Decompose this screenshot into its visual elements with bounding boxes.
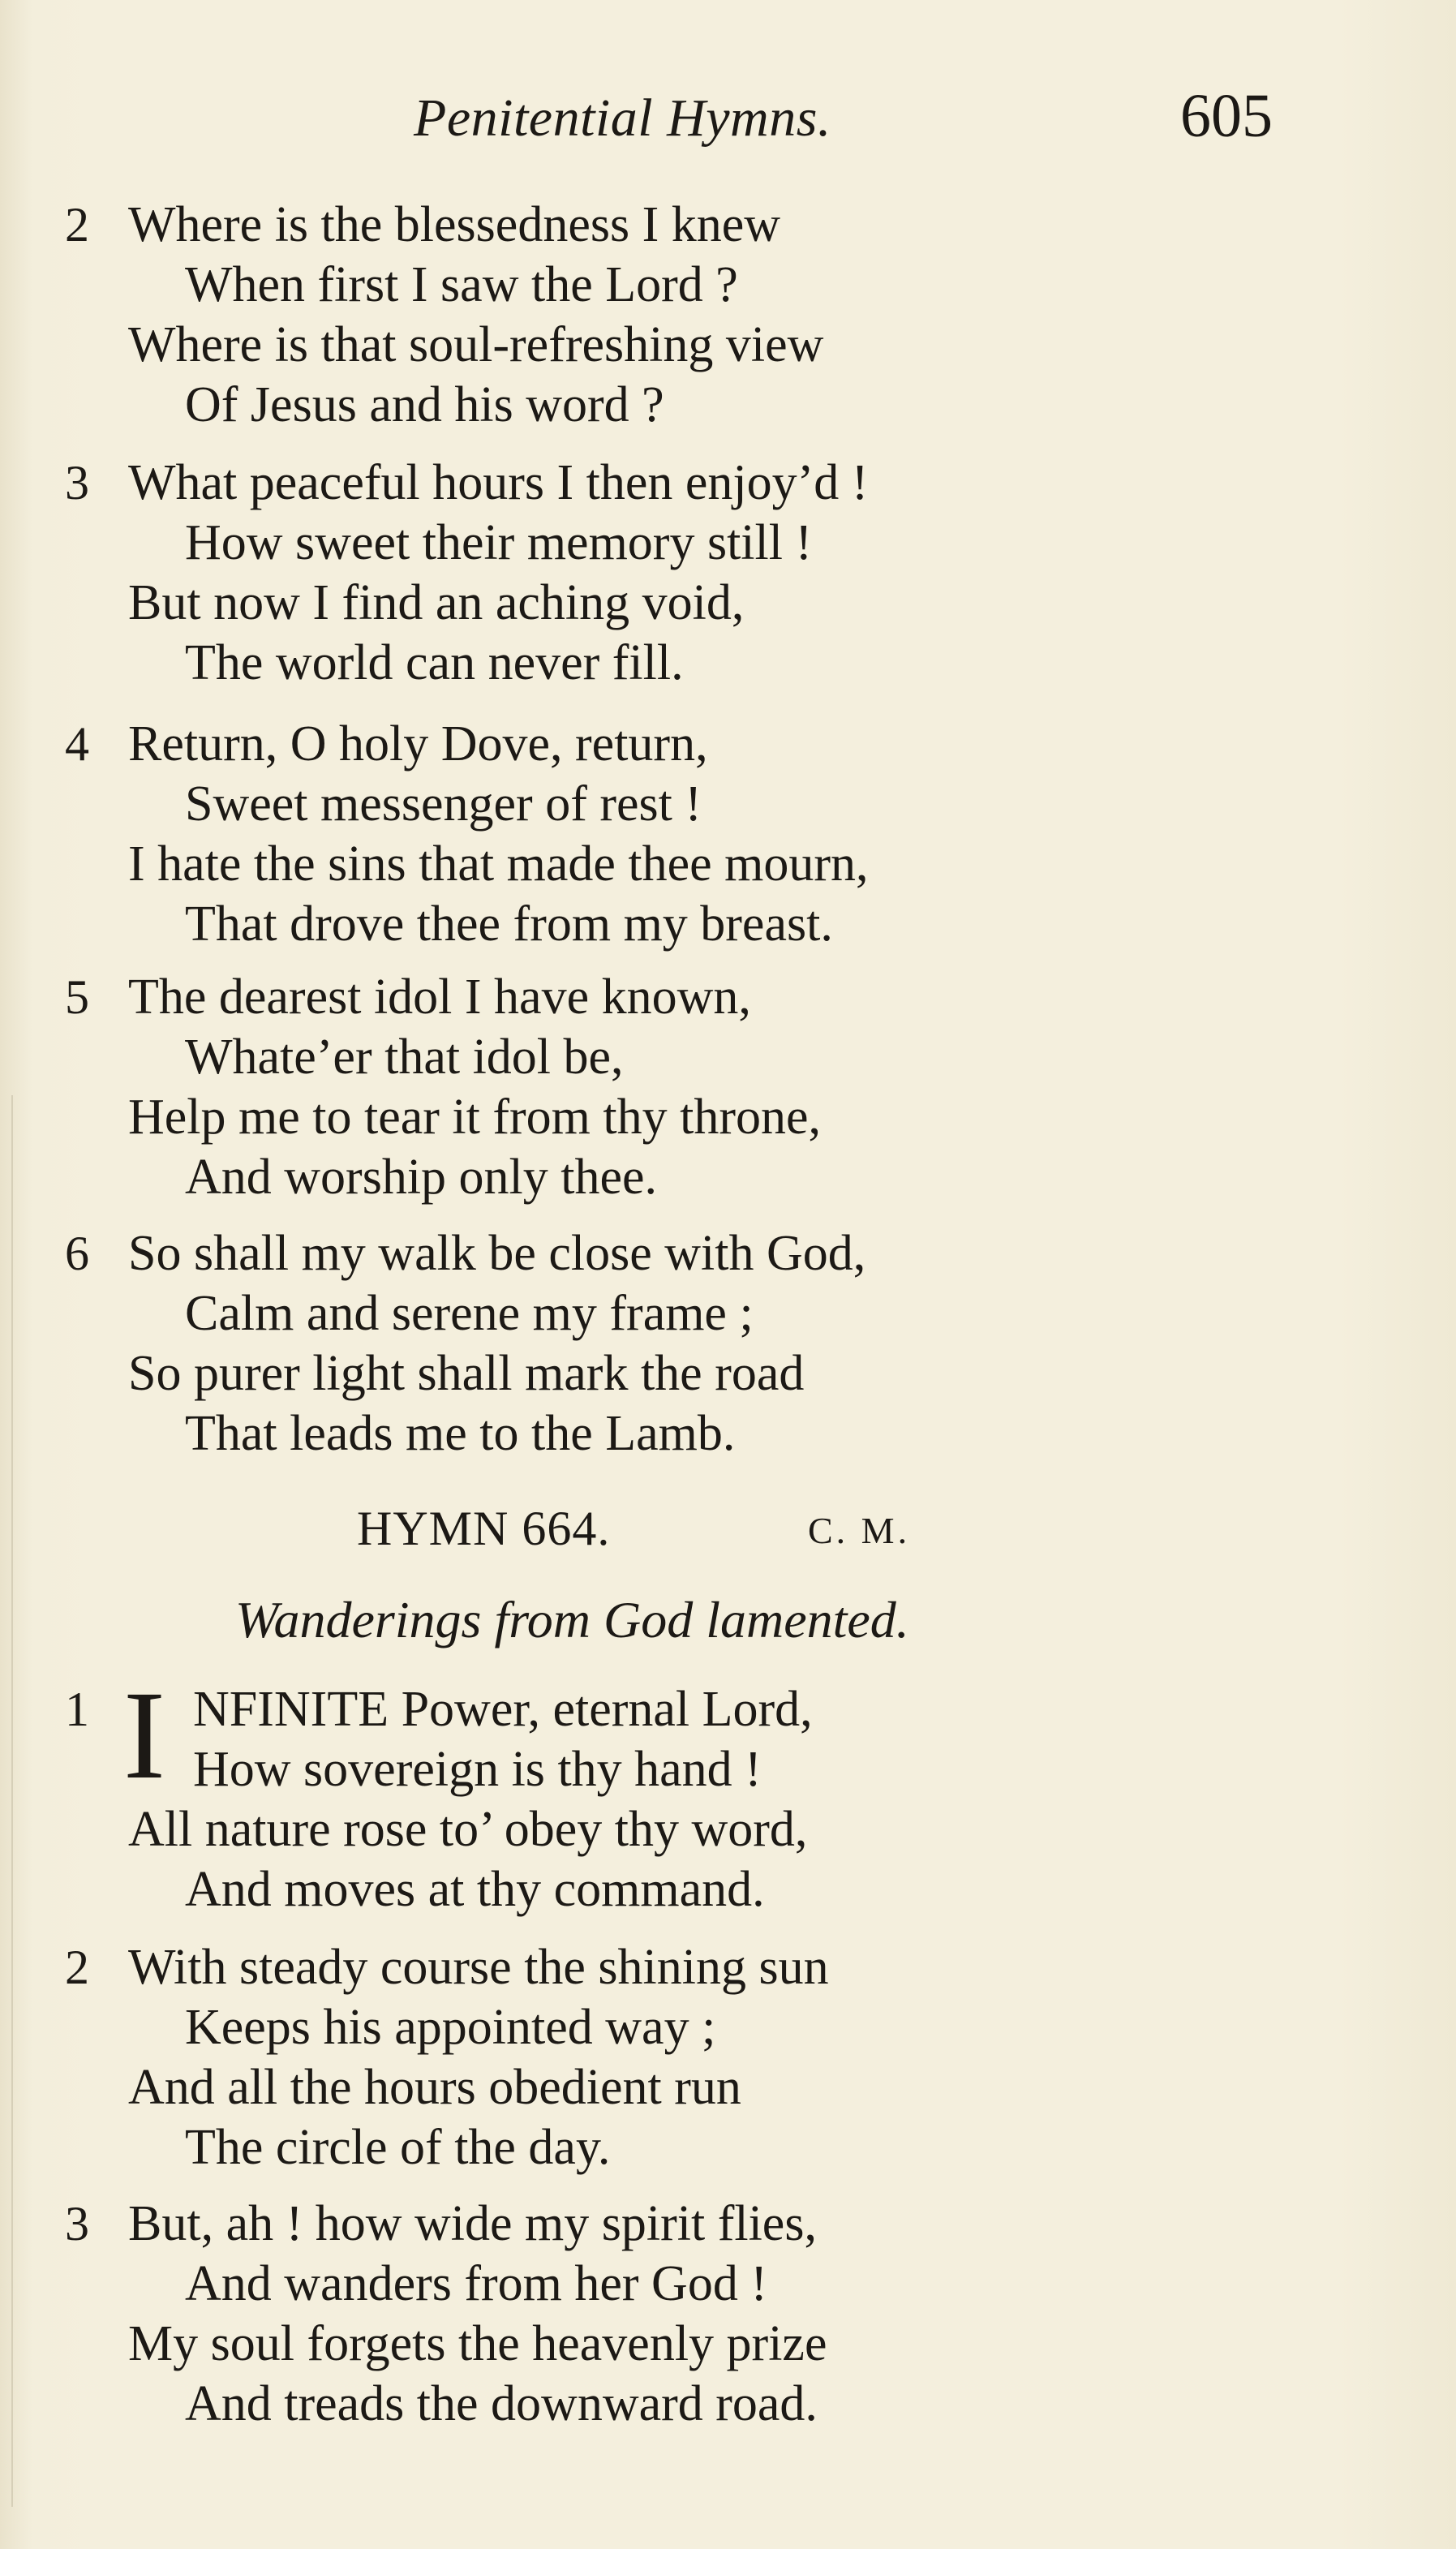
stanza-number: 1 <box>65 1683 89 1736</box>
verse-line: That leads me to the Lamb. <box>185 1406 736 1461</box>
stanza-number: 5 <box>65 970 89 1024</box>
verse-line: My soul forgets the heavenly prize <box>128 2316 827 2371</box>
verse-line: How sweet their memory still ! <box>185 515 813 570</box>
stanza-number: 2 <box>65 1941 89 1994</box>
verse-line: But, ah ! how wide my spirit flies, <box>128 2196 817 2251</box>
stanza-number: 3 <box>65 456 89 509</box>
verse-line: The circle of the day. <box>185 2120 611 2175</box>
verse-line: And worship only thee. <box>185 1150 658 1205</box>
verse-line: And treads the downward road. <box>185 2376 818 2431</box>
verse-line: So purer light shall mark the road <box>128 1346 805 1401</box>
stanza-number: 6 <box>65 1227 89 1280</box>
running-title: Penitential Hymns. <box>414 88 831 148</box>
stanza-number: 3 <box>65 2197 89 2250</box>
verse-line: With steady course the shining sun <box>128 1940 829 1995</box>
stanza-number: 4 <box>65 717 89 771</box>
verse-line: All nature rose to’ obey thy word, <box>128 1802 808 1857</box>
verse-line: When first I saw the Lord ? <box>185 257 738 312</box>
hymn-heading <box>0 1501 1456 1566</box>
stanza-number: 2 <box>65 198 89 251</box>
verse-line: Return, O holy Dove, return, <box>128 716 708 772</box>
verse-line: Where is that soul-refreshing view <box>128 317 824 372</box>
verse-line: And wanders from her God ! <box>185 2256 767 2311</box>
verse-line: NFINITE Power, eternal Lord, <box>193 1682 813 1737</box>
verse-line: Keeps his appointed way ; <box>185 2000 716 2055</box>
verse-line: The dearest idol I have known, <box>128 969 751 1025</box>
verse-line: And moves at thy command. <box>185 1862 765 1917</box>
verse-line: That drove thee from my breast. <box>185 896 833 952</box>
verse-line: Where is the blessedness I knew <box>128 197 781 252</box>
hymn-subtitle: Wanderings from God lamented. <box>235 1591 909 1648</box>
verse-line: Of Jesus and his word ? <box>185 377 664 432</box>
verse-line: Calm and serene my frame ; <box>185 1286 754 1341</box>
verse-line: How sovereign is thy hand ! <box>193 1742 762 1797</box>
verse-line: Help me to tear it from thy throne, <box>128 1090 821 1145</box>
page-number: 605 <box>1180 82 1273 150</box>
verse-line: But now I find an aching void, <box>128 575 745 630</box>
page-header <box>0 81 1456 154</box>
verse-line: So shall my walk be close with God, <box>128 1226 866 1281</box>
hymn-meter: C. M. <box>808 1510 911 1551</box>
verse-line: And all the hours obedient run <box>128 2060 741 2115</box>
verse-line: I hate the sins that made thee mourn, <box>128 836 869 892</box>
drop-cap: I <box>123 1665 165 1805</box>
verse-line: What peaceful hours I then enjoy’d ! <box>128 455 869 510</box>
hymn-title: HYMN 664. <box>357 1502 611 1555</box>
verse-line: The world can never fill. <box>185 635 684 690</box>
verse-line: Sweet messenger of rest ! <box>185 776 702 832</box>
verse-line: Whate’er that idol be, <box>185 1029 624 1085</box>
page-gutter-edge <box>11 1095 13 2507</box>
